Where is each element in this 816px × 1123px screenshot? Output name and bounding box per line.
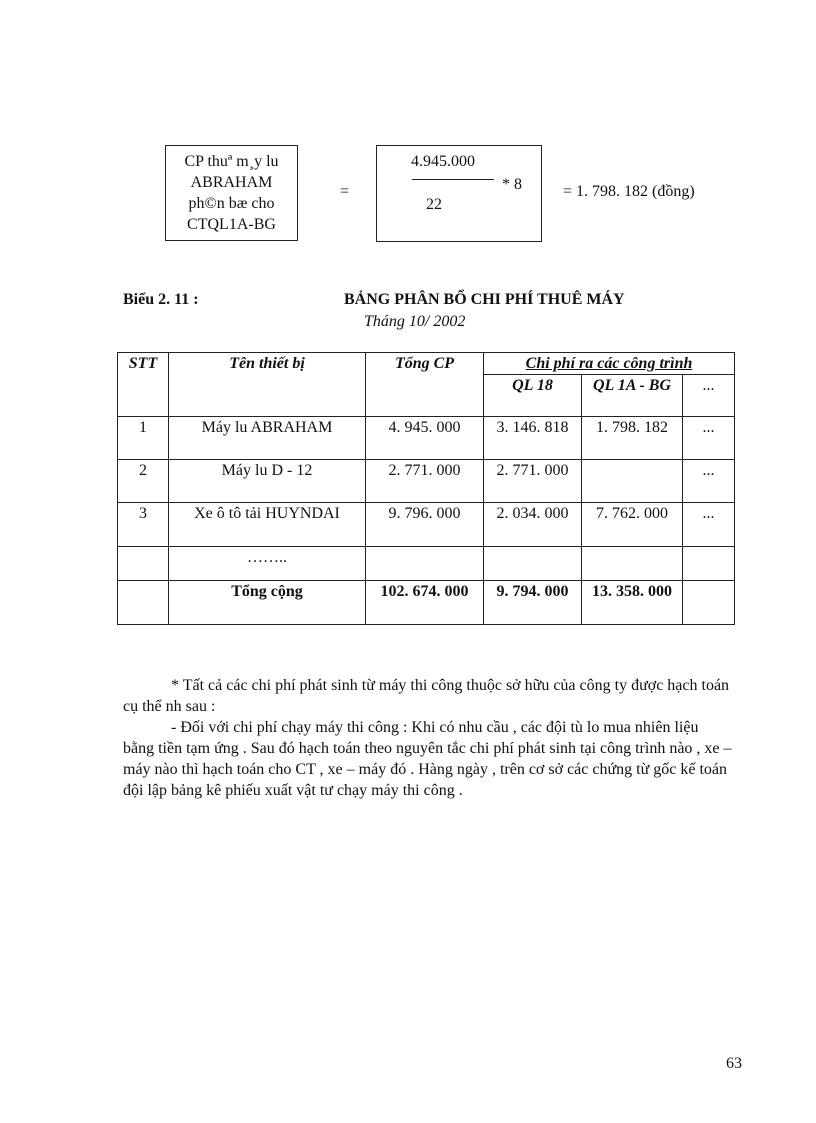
paragraph-1: * Tất cả các chi phí phát sinh từ máy thi công thuộc sở hữu của công ty được hạch toán cụ thể nh sau : <box>123 677 730 715</box>
cell-device: Máy lu D - 12 <box>169 460 366 503</box>
formula-denominator: 22 <box>426 196 442 213</box>
header-ql1a: QL 1A - BG <box>582 375 683 417</box>
total-ql1a: 13. 358. 000 <box>582 581 683 625</box>
cell-more: ... <box>683 460 735 503</box>
header-more: ... <box>683 375 735 417</box>
formula-multiplier: * 8 <box>502 176 522 193</box>
cell-more: ... <box>683 417 735 460</box>
cell-stt-empty <box>118 581 169 625</box>
cell-ql1a <box>582 547 683 581</box>
page-number: 63 <box>726 1055 742 1072</box>
cell-ql18: 2. 034. 000 <box>484 503 582 547</box>
formula-left-line: ABRAHAM <box>190 174 273 191</box>
table-row <box>118 547 735 581</box>
cell-stt <box>118 547 169 581</box>
formula-left-line: CP thuª m¸y lu <box>184 153 279 170</box>
total-label: Tổng cộng <box>169 581 366 625</box>
cell-stt: 3 <box>118 503 169 547</box>
cell-ql1a: 7. 762. 000 <box>582 503 683 547</box>
formula-fraction-box <box>376 145 542 242</box>
figure-label: Biểu 2. 11 : <box>123 291 199 308</box>
cell-total: 4. 945. 000 <box>366 417 484 460</box>
cell-ql1a: 1. 798. 182 <box>582 417 683 460</box>
header-stt: STT <box>118 353 169 417</box>
header-group: Chi phí ra các công trình <box>484 353 735 375</box>
total-more-empty <box>683 581 735 625</box>
cell-ql18: 2. 771. 000 <box>484 460 582 503</box>
cell-stt: 1 <box>118 417 169 460</box>
cell-total: 9. 796. 000 <box>366 503 484 547</box>
paragraph-2: - Đối với chi phí chạy máy thi công : Khi có nhu cầu , các đội tù lo mua nhiên liệu bằng tiền tạm ứng . Sau đó hạch toán theo nguyên tắc chi phí phát sinh tại công trình nào , xe – máy nào thì hạch toán cho CT , xe – máy đó . Hàng ngày , trên cơ sở các chứng từ gốc kế toán đội lập bảng kê phiếu xuất vật tư chạy máy thi công . <box>123 719 732 799</box>
table-row <box>118 503 735 547</box>
total-row <box>118 581 735 625</box>
cell-ql18: 3. 146. 818 <box>484 417 582 460</box>
cell-stt: 2 <box>118 460 169 503</box>
allocation-table <box>117 352 735 625</box>
cell-more: ... <box>683 503 735 547</box>
cell-ql18 <box>484 547 582 581</box>
table-row <box>118 460 735 503</box>
total-ql18: 9. 794. 000 <box>484 581 582 625</box>
formula-result: = 1. 798. 182 (đồng) <box>563 183 695 200</box>
header-total: Tổng CP <box>366 353 484 417</box>
table-title: BẢNG PHÂN BỔ CHI PHÍ THUÊ MÁY <box>344 291 625 308</box>
cell-total: 2. 771. 000 <box>366 460 484 503</box>
cell-ql1a <box>582 460 683 503</box>
cell-total <box>366 547 484 581</box>
header-device: Tên thiết bị <box>169 353 366 417</box>
fraction-bar <box>412 179 494 180</box>
header-ql18: QL 18 <box>484 375 582 417</box>
table-subtitle: Tháng 10/ 2002 <box>364 313 466 330</box>
cell-device: Xe ô tô tải HUYNDAI <box>169 503 366 547</box>
total-cp: 102. 674. 000 <box>366 581 484 625</box>
table-row <box>118 417 735 460</box>
cell-more <box>683 547 735 581</box>
formula-left-box <box>165 145 298 241</box>
formula-left-line: CTQL1A-BG <box>187 216 276 233</box>
formula-left-line: ph©n bæ cho <box>188 195 275 212</box>
cell-device: …….. <box>169 547 366 581</box>
formula-equals: = <box>340 183 350 200</box>
cell-device: Máy lu ABRAHAM <box>169 417 366 460</box>
formula-numerator: 4.945.000 <box>411 153 475 170</box>
